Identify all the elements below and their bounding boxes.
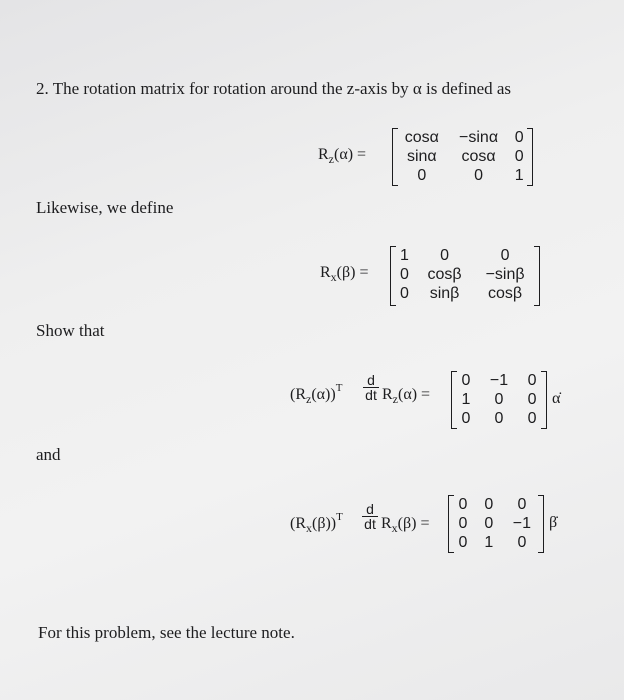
eq3-matrix-body (453, 371, 545, 428)
eq4-beta-dot: β̇ (549, 514, 558, 531)
eq3-transpose: T (335, 382, 343, 394)
matrix-cell: 0 (494, 409, 504, 427)
eq3-alpha-dot: α̇ (552, 390, 561, 407)
matrix-row (393, 246, 537, 265)
matrix-cell: 0 (461, 409, 471, 427)
text-likewise: Likewise, we define (36, 198, 174, 217)
matrix-cell: 0 (500, 246, 510, 264)
eq4-transpose: T (336, 511, 343, 523)
matrix-cell: 0 (417, 166, 427, 184)
matrix-cell: −sinα (459, 128, 499, 146)
problem-statement: 2. The rotation matrix for rotation around the z-axis by α is defined as (36, 79, 512, 98)
matrix-cell: cosβ (427, 265, 462, 283)
eq3-derivative-fraction (363, 373, 379, 402)
matrix-cell: 0 (400, 284, 409, 302)
matrix-cell: 0 (484, 514, 494, 532)
matrix-cell: 0 (517, 533, 527, 551)
matrix-row (395, 147, 530, 166)
matrix-cell: 1 (400, 246, 409, 264)
eq-rx-subscript: x (330, 270, 337, 284)
eq3-arg-a: (α)) (311, 386, 336, 403)
matrix-cell: 0 (458, 495, 468, 513)
eq4-derivative-fraction (362, 502, 378, 531)
matrix-cell: sinα (406, 147, 437, 165)
eq4-sub-a: x (306, 521, 312, 535)
matrix-cell: 0 (484, 495, 494, 513)
matrix-row (453, 390, 545, 409)
eq-rx-arg: (β) = (336, 264, 369, 281)
eq3-frac-den: dt (365, 387, 377, 403)
matrix-row (395, 128, 530, 147)
eq-rz-deriv-lhs-a (290, 382, 343, 406)
eq-rx-deriv-lhs-b (381, 515, 430, 533)
matrix-cell: 0 (474, 166, 483, 184)
matrix-cell: 1 (461, 390, 471, 408)
matrix-cell: 0 (514, 147, 524, 165)
matrix-row (395, 166, 530, 185)
matrix-row (450, 514, 542, 533)
eq-rz-lhs (318, 146, 366, 164)
eq-rz-arg: (α) = (334, 146, 367, 163)
eq-rz-symbol: R (318, 146, 329, 163)
eq4-sub-c: x (391, 521, 398, 535)
eq3-matrix (451, 371, 547, 429)
eq-rx-lhs (320, 264, 369, 282)
eq4-frac-num: d (362, 502, 378, 517)
eq-rz-matrix-body (395, 128, 530, 185)
matrix-cell: cosα (404, 128, 439, 146)
text-show-that: Show that (36, 321, 105, 340)
matrix-cell: 0 (461, 371, 471, 389)
eq3-arg-c: (α) = (398, 386, 431, 403)
matrix-cell: 0 (527, 390, 537, 408)
matrix-cell: 0 (517, 495, 527, 513)
matrix-cell: 1 (484, 533, 494, 551)
eq4-arg-c: (β) = (397, 515, 430, 532)
matrix-cell: 0 (494, 390, 504, 408)
eq3-sub-c: z (392, 392, 398, 406)
eq3-open: (R (290, 386, 306, 403)
eq-rz-matrix (392, 128, 533, 186)
matrix-cell: sinβ (429, 284, 460, 302)
matrix-row (450, 533, 542, 552)
eq4-frac-den: dt (364, 516, 376, 532)
matrix-cell: −1 (512, 514, 532, 532)
text-and: and (36, 445, 61, 464)
matrix-cell: 1 (514, 166, 524, 184)
matrix-row (393, 265, 537, 284)
matrix-cell: cosβ (488, 284, 523, 302)
eq-rx-matrix (390, 246, 540, 306)
matrix-cell: 0 (440, 246, 449, 264)
matrix-cell: −sinβ (485, 265, 525, 283)
matrix-row (450, 495, 542, 514)
eq4-symbol-c: R (381, 515, 392, 532)
matrix-cell: 0 (458, 514, 468, 532)
eq-rx-matrix-table (393, 246, 537, 303)
eq-rx-deriv-lhs-a (290, 511, 343, 535)
eq3-sub-a: z (306, 392, 312, 406)
matrix-cell: 0 (458, 533, 468, 551)
matrix-cell: 0 (527, 409, 537, 427)
text-footer: For this problem, see the lecture note. (38, 623, 295, 642)
matrix-cell: 0 (527, 371, 537, 389)
matrix-row (453, 371, 545, 390)
matrix-row (393, 284, 537, 303)
eq3-matrix-table (453, 371, 545, 428)
eq-rz-subscript: z (328, 152, 334, 166)
matrix-cell: cosα (461, 147, 496, 165)
eq3-frac-num: d (363, 373, 379, 388)
eq-rz-matrix-table (395, 128, 530, 185)
eq-rx-symbol: R (320, 264, 331, 281)
eq4-arg-a: (β)) (312, 515, 337, 532)
eq4-open: (R (290, 515, 306, 532)
matrix-cell: 0 (400, 265, 409, 283)
matrix-row (453, 409, 545, 428)
eq4-matrix-table (450, 495, 542, 552)
matrix-cell: 0 (514, 128, 524, 146)
matrix-cell: −1 (489, 371, 509, 389)
eq-rz-deriv-lhs-b (382, 386, 430, 404)
eq4-matrix-body (450, 495, 542, 552)
eq4-matrix (448, 495, 544, 553)
eq-rx-matrix-body (393, 246, 537, 303)
eq3-symbol-c: R (382, 386, 393, 403)
